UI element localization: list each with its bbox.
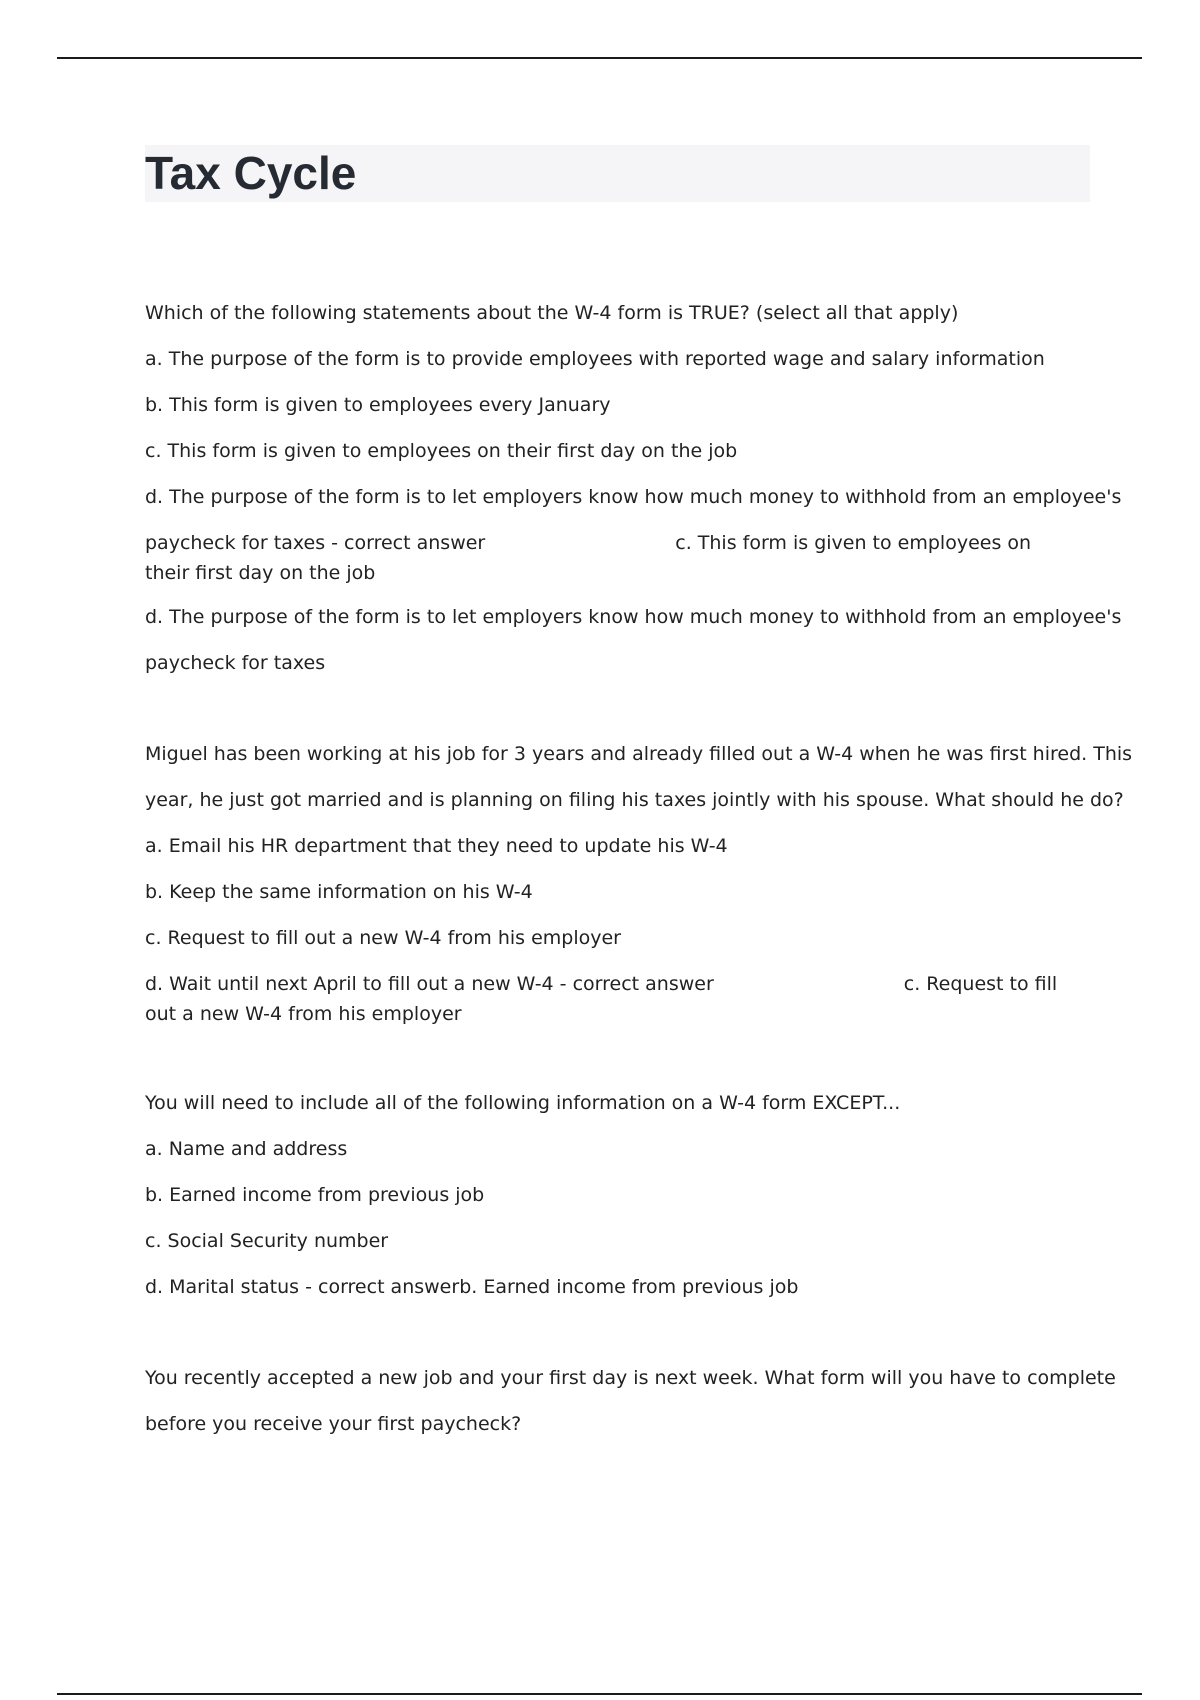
header-rule <box>57 57 1142 59</box>
question-prompt: Which of the following statements about the W-4 form is TRUE? (select all that apply) <box>145 302 959 324</box>
question-prompt: You recently accepted a new job and your first day is next week. What form will you have to complete <box>145 1367 1116 1389</box>
question-block <box>145 290 1122 686</box>
answer-option: a. Email his HR department that they need to update his W-4 <box>145 835 728 857</box>
question-prompt: year, he just got married and is planning on filing his taxes jointly with his spouse. What should he do? <box>145 789 1124 811</box>
page-title: Tax Cycle <box>145 147 357 199</box>
answer-option: b. Earned income from previous job <box>145 1184 485 1206</box>
answer-line-start: paycheck for taxes - correct answer <box>145 532 486 554</box>
correct-answer-text: c. Request to fill out a new W-4 from his employer <box>145 973 1058 1025</box>
question-prompt: before you receive your first paycheck? <box>145 1413 522 1435</box>
document-body <box>145 290 1133 1492</box>
answer-option: a. Name and address <box>145 1138 348 1160</box>
footer-rule <box>57 1693 1142 1695</box>
answer-option: d. The purpose of the form is to let employers know how much money to withhold from an employee's <box>145 486 1122 508</box>
question-block <box>145 1355 1116 1447</box>
correct-answer-text: c. This form is given to employees on their first day on the job <box>145 532 1032 584</box>
answer-option: b. This form is given to employees every January <box>145 394 611 416</box>
answer-option: a. The purpose of the form is to provide employees with reported wage and salary information <box>145 348 1045 370</box>
correct-answer-line <box>145 520 1075 594</box>
answer-option: c. Request to fill out a new W-4 from his employer <box>145 927 621 949</box>
answer-option: d. The purpose of the form is to let employers know how much money to withhold from an employee's <box>145 606 1122 628</box>
correct-answer-line <box>145 1264 1075 1310</box>
question-prompt: You will need to include all of the following information on a W-4 form EXCEPT... <box>145 1092 901 1114</box>
correct-answer-text: b. Earned income from previous job <box>459 1276 799 1298</box>
answer-option: c. Social Security number <box>145 1230 389 1252</box>
answer-option: c. This form is given to employees on their first day on the job <box>145 440 738 462</box>
answer-line-start: d. Wait until next April to fill out a new W-4 - correct answer <box>145 973 714 995</box>
answer-option: b. Keep the same information on his W-4 <box>145 881 533 903</box>
question-prompt: Miguel has been working at his job for 3 years and already filled out a W-4 when he was first hired. This <box>145 743 1133 765</box>
answer-line-start: d. Marital status - correct answer <box>145 1276 460 1298</box>
correct-answer-line <box>145 961 1075 1035</box>
answer-option: paycheck for taxes <box>145 652 326 674</box>
question-block <box>145 731 1133 1035</box>
question-block <box>145 1080 1075 1310</box>
